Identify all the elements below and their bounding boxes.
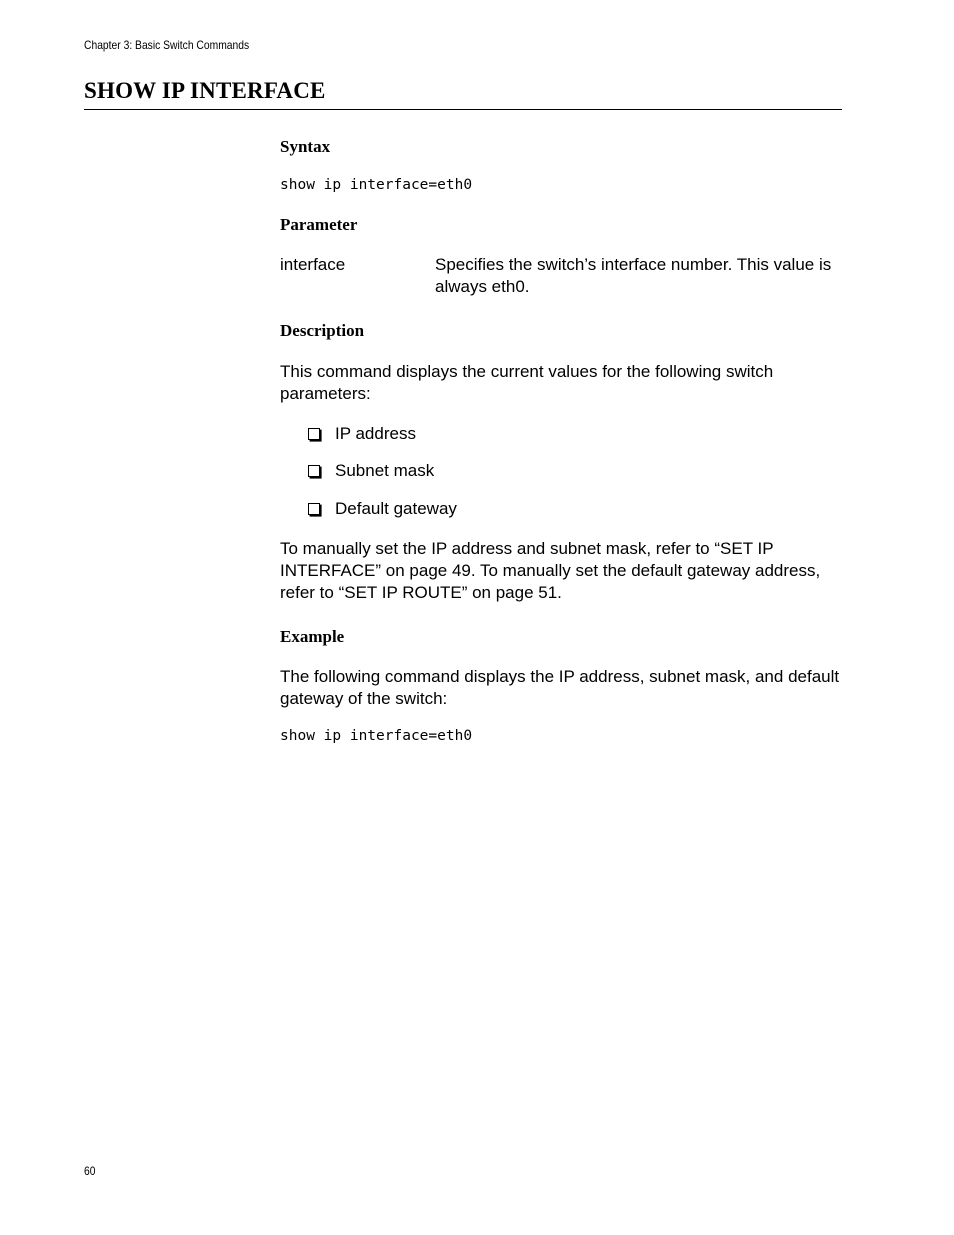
title-rule <box>84 109 842 110</box>
parameter-description: Specifies the switch’s interface number. This value is always eth0. <box>435 255 832 296</box>
parameter-heading: Parameter <box>280 215 358 234</box>
parameter-name: interface <box>280 255 346 274</box>
description-heading: Description <box>280 321 365 340</box>
list-item <box>308 498 457 520</box>
syntax-command: show ip interface=eth0 <box>280 177 473 193</box>
syntax-heading: Syntax <box>280 137 331 156</box>
list-item <box>308 460 434 482</box>
example-command: show ip interface=eth0 <box>280 728 473 744</box>
example-heading: Example <box>280 627 345 646</box>
list-item-label: IP address <box>335 424 416 443</box>
description-intro: This command displays the current values for the following switch parameters: <box>280 362 774 403</box>
page-number: 60 <box>84 1164 96 1178</box>
checkbox-bullet-icon <box>308 465 320 477</box>
page-title: SHOW IP INTERFACE <box>84 78 326 103</box>
checkbox-bullet-icon <box>308 428 320 440</box>
list-item-label: Default gateway <box>335 499 457 518</box>
example-intro: The following command displays the IP address, subnet mask, and default gateway of the switch: <box>280 667 840 708</box>
description-note: To manually set the IP address and subnet mask, refer to “SET IP INTERFACE” on page 49. To manually set the default gateway address, refer to “SET IP ROUTE” on page 51. <box>280 539 821 602</box>
list-item <box>308 423 416 445</box>
running-header: Chapter 3: Basic Switch Commands <box>84 38 250 52</box>
list-item-label: Subnet mask <box>335 461 435 480</box>
checkbox-bullet-icon <box>308 503 320 515</box>
